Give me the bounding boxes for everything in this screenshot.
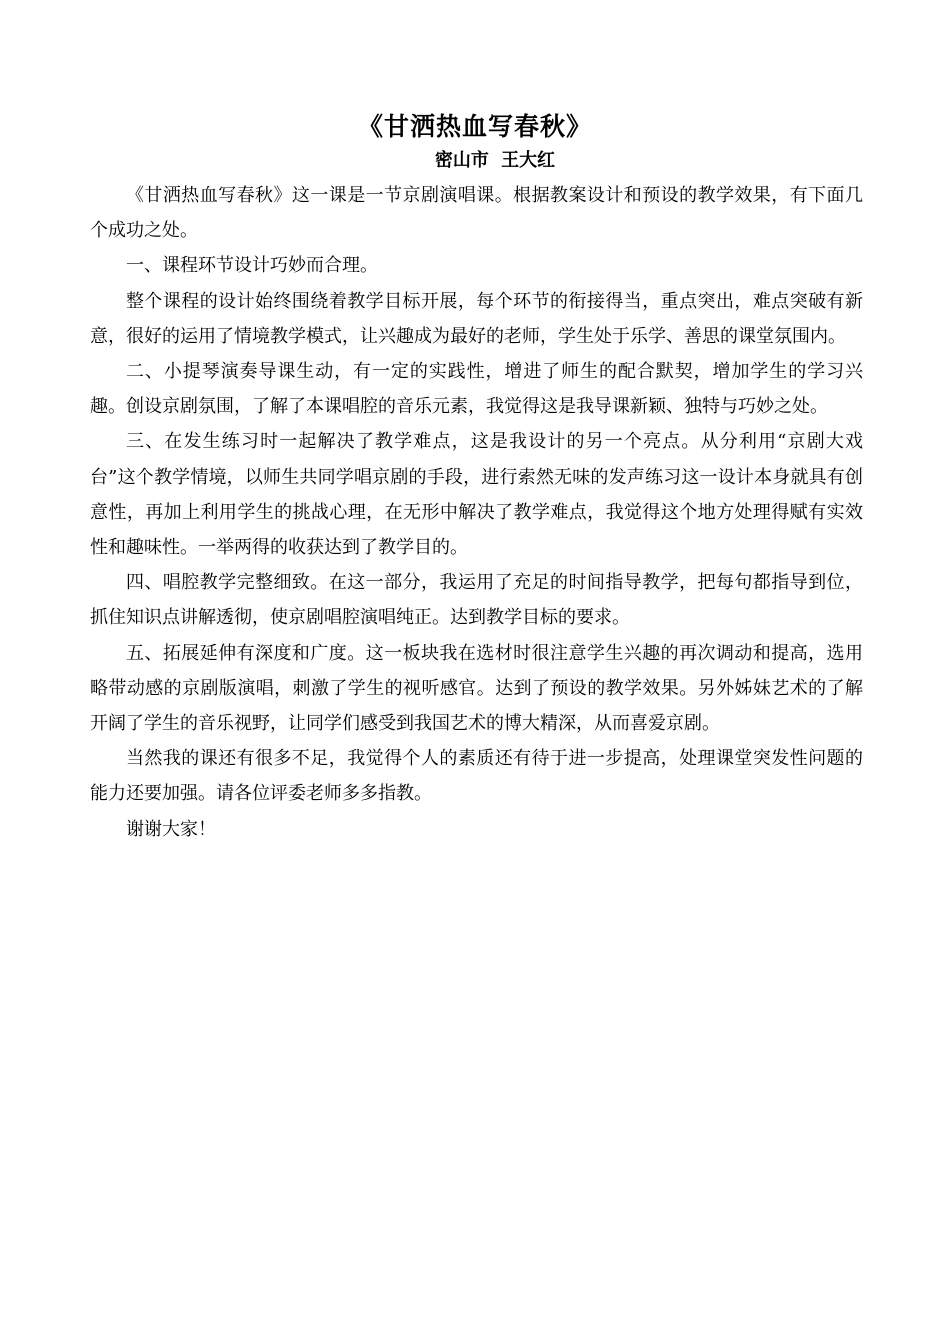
paragraph-1-body: 整个课程的设计始终围绕着教学目标开展，每个环节的衔接得当，重点突出，难点突破有新意，很好的运用了情境教学模式，让兴趣成为最好的老师，学生处于乐学、善思的课堂氛围内。 xyxy=(90,290,863,347)
paragraph-shortcomings: 当然我的课还有很多不足，我觉得个人的素质还有待于进一步提高，处理课堂突发性问题的能力还要加强。请各位评委老师多多指教。 xyxy=(90,748,863,805)
paragraph-intro: 《甘洒热血写春秋》这一课是一节京剧演唱课。根据教案设计和预设的教学效果，有下面几个成功之处。 xyxy=(90,185,863,242)
paragraph-2: 二、小提琴演奏导课生动，有一定的实践性，增进了师生的配合默契，增加学生的学习兴趣。创设京剧氛围，了解了本课唱腔的音乐元素，我觉得这是我导课新颖、独特与巧妙之处。 xyxy=(90,361,863,418)
paragraph-heading-1: 一、课程环节设计巧妙而合理。 xyxy=(126,255,378,277)
document-body xyxy=(90,178,863,847)
document-author: 密山市 王大红 xyxy=(434,150,556,171)
paragraph-thanks: 谢谢大家！ xyxy=(126,818,216,840)
paragraph-5: 五、拓展延伸有深度和广度。这一板块我在选材时很注意学生兴趣的再次调动和提高，选用略带动感的京剧版演唱，刺激了学生的视听感官。达到了预设的教学效果。另外姊妹艺术的了解开阔了学生的音乐视野，让同学们感受到我国艺术的博大精深，从而喜爱京剧。 xyxy=(90,642,863,735)
document-title: 《甘洒热血写春秋》 xyxy=(357,112,592,141)
paragraph-3: 三、在发生练习时一起解决了教学难点，这是我设计的另一个亮点。从分利用“京剧大戏台”这个教学情境，以师生共同学唱京剧的手段，进行索然无味的发声练习这一设计本身就具有创意性，再加上利用学生的挑战心理，在无形中解决了教学难点，我觉得这个地方处理得赋有实效性和趣味性。一举两得的收获达到了教学目的。 xyxy=(90,431,863,559)
paragraph-4: 四、唱腔教学完整细致。在这一部分，我运用了充足的时间指导教学，把每句都指导到位，抓住知识点讲解透彻，使京剧唱腔演唱纯正。达到教学目标的要求。 xyxy=(90,572,863,629)
